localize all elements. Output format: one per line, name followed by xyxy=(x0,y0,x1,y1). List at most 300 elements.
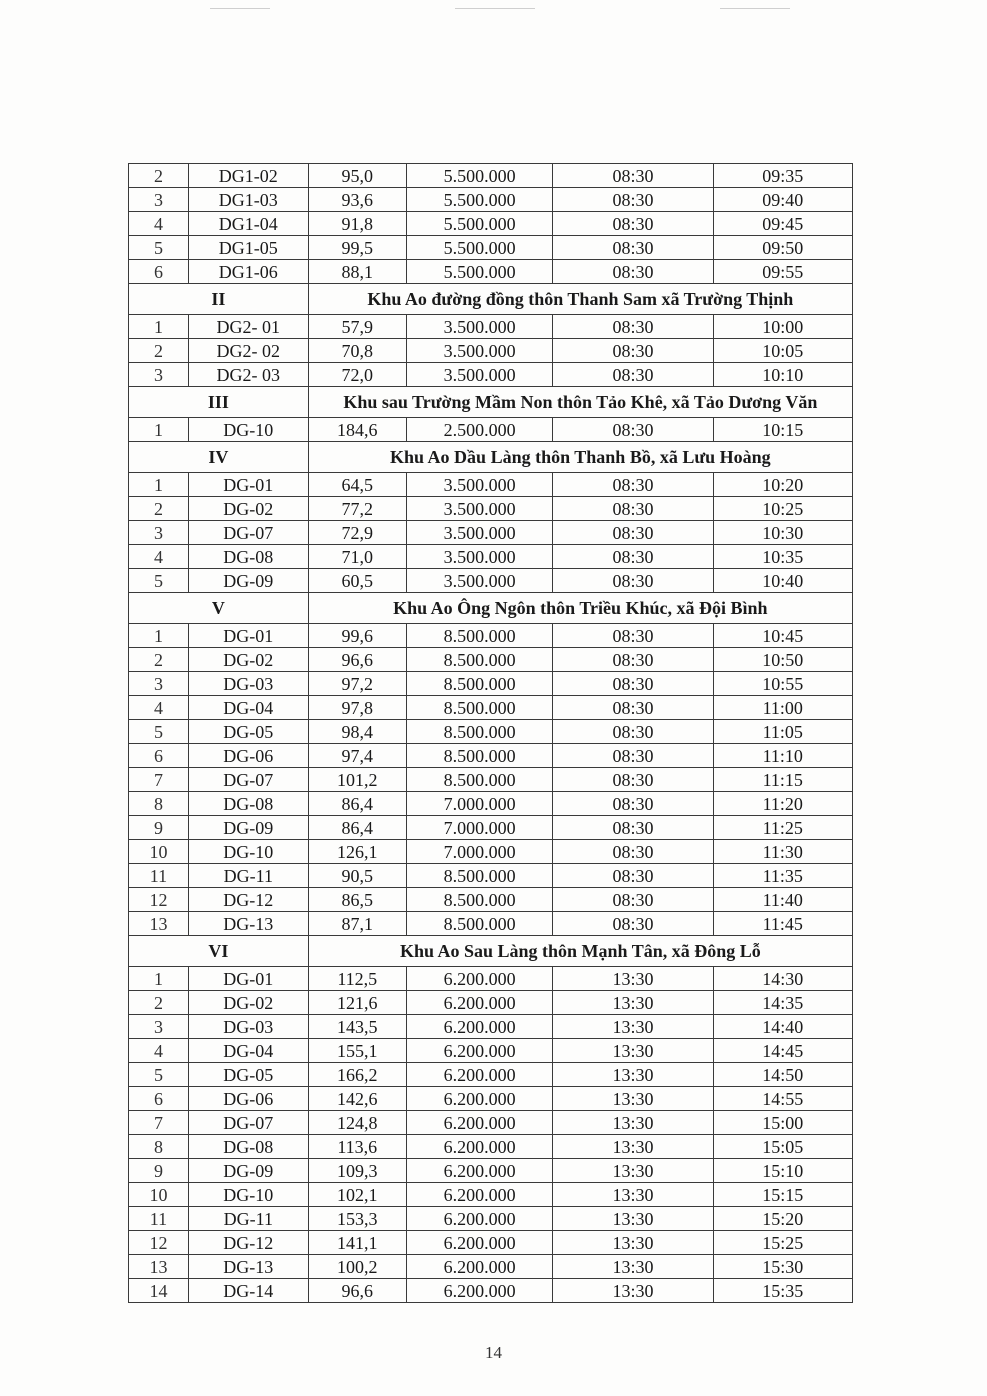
end-time-cell: 14:50 xyxy=(713,1063,852,1087)
plot-code-cell: DG1-02 xyxy=(188,164,308,188)
table-row xyxy=(129,1135,853,1159)
end-time-cell: 14:30 xyxy=(713,967,852,991)
price-cell: 6.200.000 xyxy=(406,1207,553,1231)
start-time-cell: 13:30 xyxy=(553,1183,713,1207)
row-index-cell: 11 xyxy=(129,1207,189,1231)
row-index-cell: 13 xyxy=(129,912,189,936)
start-time-cell: 08:30 xyxy=(553,816,713,840)
table-row xyxy=(129,521,853,545)
plot-code-cell: DG-11 xyxy=(188,1207,308,1231)
table-row xyxy=(129,648,853,672)
row-index-cell: 5 xyxy=(129,569,189,593)
start-time-cell: 13:30 xyxy=(553,1255,713,1279)
start-time-cell: 13:30 xyxy=(553,1135,713,1159)
section-title: Khu Ao đường đồng thôn Thanh Sam xã Trường Thịnh xyxy=(308,284,852,315)
area-cell: 97,2 xyxy=(308,672,406,696)
area-cell: 153,3 xyxy=(308,1207,406,1231)
area-cell: 96,6 xyxy=(308,1279,406,1303)
area-cell: 112,5 xyxy=(308,967,406,991)
row-index-cell: 9 xyxy=(129,816,189,840)
row-index-cell: 10 xyxy=(129,1183,189,1207)
end-time-cell: 15:30 xyxy=(713,1255,852,1279)
price-cell: 7.000.000 xyxy=(406,816,553,840)
end-time-cell: 10:50 xyxy=(713,648,852,672)
table-row xyxy=(129,569,853,593)
price-cell: 6.200.000 xyxy=(406,1087,553,1111)
plot-code-cell: DG-11 xyxy=(188,864,308,888)
table-row xyxy=(129,1087,853,1111)
section-title: Khu Ao Ông Ngôn thôn Triều Khúc, xã Đội Bình xyxy=(308,593,852,624)
end-time-cell: 09:40 xyxy=(713,188,852,212)
start-time-cell: 08:30 xyxy=(553,363,713,387)
area-cell: 99,6 xyxy=(308,624,406,648)
table-row xyxy=(129,864,853,888)
scan-artifact-line xyxy=(210,8,270,9)
plot-code-cell: DG-14 xyxy=(188,1279,308,1303)
plot-code-cell: DG-13 xyxy=(188,912,308,936)
table-row xyxy=(129,1015,853,1039)
row-index-cell: 6 xyxy=(129,1087,189,1111)
end-time-cell: 15:00 xyxy=(713,1111,852,1135)
end-time-cell: 10:20 xyxy=(713,473,852,497)
plot-code-cell: DG-02 xyxy=(188,991,308,1015)
table-row xyxy=(129,768,853,792)
row-index-cell: 9 xyxy=(129,1159,189,1183)
price-cell: 6.200.000 xyxy=(406,1231,553,1255)
price-cell: 3.500.000 xyxy=(406,315,553,339)
table-row xyxy=(129,363,853,387)
area-cell: 57,9 xyxy=(308,315,406,339)
row-index-cell: 13 xyxy=(129,1255,189,1279)
row-index-cell: 2 xyxy=(129,648,189,672)
plot-code-cell: DG-05 xyxy=(188,720,308,744)
plot-code-cell: DG-07 xyxy=(188,768,308,792)
section-number: IV xyxy=(129,442,309,473)
start-time-cell: 08:30 xyxy=(553,648,713,672)
row-index-cell: 7 xyxy=(129,1111,189,1135)
area-cell: 99,5 xyxy=(308,236,406,260)
price-cell: 5.500.000 xyxy=(406,236,553,260)
section-title: Khu Ao Dầu Làng thôn Thanh Bồ, xã Lưu Hoàng xyxy=(308,442,852,473)
end-time-cell: 15:10 xyxy=(713,1159,852,1183)
row-index-cell: 2 xyxy=(129,497,189,521)
price-cell: 6.200.000 xyxy=(406,1111,553,1135)
price-cell: 6.200.000 xyxy=(406,1063,553,1087)
table-row xyxy=(129,792,853,816)
area-cell: 102,1 xyxy=(308,1183,406,1207)
plot-code-cell: DG2- 03 xyxy=(188,363,308,387)
plot-code-cell: DG-10 xyxy=(188,418,308,442)
start-time-cell: 13:30 xyxy=(553,967,713,991)
start-time-cell: 08:30 xyxy=(553,912,713,936)
area-cell: 72,0 xyxy=(308,363,406,387)
plot-code-cell: DG-13 xyxy=(188,1255,308,1279)
table-row xyxy=(129,672,853,696)
start-time-cell: 13:30 xyxy=(553,991,713,1015)
table-row xyxy=(129,1255,853,1279)
row-index-cell: 5 xyxy=(129,236,189,260)
price-cell: 3.500.000 xyxy=(406,339,553,363)
start-time-cell: 08:30 xyxy=(553,840,713,864)
start-time-cell: 08:30 xyxy=(553,696,713,720)
table-row xyxy=(129,1111,853,1135)
plot-code-cell: DG-06 xyxy=(188,744,308,768)
section-number: III xyxy=(129,387,309,418)
section-title: Khu Ao Sau Làng thôn Mạnh Tân, xã Đông Lỗ xyxy=(308,936,852,967)
end-time-cell: 15:15 xyxy=(713,1183,852,1207)
plot-code-cell: DG-04 xyxy=(188,1039,308,1063)
start-time-cell: 08:30 xyxy=(553,672,713,696)
start-time-cell: 13:30 xyxy=(553,1159,713,1183)
end-time-cell: 10:55 xyxy=(713,672,852,696)
price-cell: 8.500.000 xyxy=(406,768,553,792)
price-cell: 5.500.000 xyxy=(406,188,553,212)
scan-artifact-line xyxy=(720,8,790,9)
section-header-row xyxy=(129,936,853,967)
price-cell: 3.500.000 xyxy=(406,363,553,387)
table-row xyxy=(129,1063,853,1087)
start-time-cell: 08:30 xyxy=(553,315,713,339)
table-row xyxy=(129,967,853,991)
auction-schedule-table xyxy=(128,163,853,1303)
price-cell: 3.500.000 xyxy=(406,545,553,569)
end-time-cell: 14:45 xyxy=(713,1039,852,1063)
plot-code-cell: DG1-04 xyxy=(188,212,308,236)
row-index-cell: 1 xyxy=(129,473,189,497)
end-time-cell: 10:35 xyxy=(713,545,852,569)
area-cell: 142,6 xyxy=(308,1087,406,1111)
table-row xyxy=(129,840,853,864)
table-row xyxy=(129,473,853,497)
price-cell: 6.200.000 xyxy=(406,1015,553,1039)
table-row xyxy=(129,888,853,912)
price-cell: 8.500.000 xyxy=(406,864,553,888)
price-cell: 6.200.000 xyxy=(406,1159,553,1183)
row-index-cell: 3 xyxy=(129,672,189,696)
plot-code-cell: DG-02 xyxy=(188,497,308,521)
table-row xyxy=(129,545,853,569)
price-cell: 6.200.000 xyxy=(406,1255,553,1279)
table-row xyxy=(129,744,853,768)
section-header-row xyxy=(129,593,853,624)
row-index-cell: 4 xyxy=(129,1039,189,1063)
page-number: 14 xyxy=(485,1343,502,1362)
area-cell: 91,8 xyxy=(308,212,406,236)
row-index-cell: 14 xyxy=(129,1279,189,1303)
area-cell: 70,8 xyxy=(308,339,406,363)
end-time-cell: 11:05 xyxy=(713,720,852,744)
row-index-cell: 1 xyxy=(129,315,189,339)
area-cell: 97,8 xyxy=(308,696,406,720)
end-time-cell: 15:35 xyxy=(713,1279,852,1303)
table-row xyxy=(129,1159,853,1183)
plot-code-cell: DG-01 xyxy=(188,473,308,497)
row-index-cell: 1 xyxy=(129,967,189,991)
row-index-cell: 4 xyxy=(129,545,189,569)
row-index-cell: 8 xyxy=(129,792,189,816)
area-cell: 60,5 xyxy=(308,569,406,593)
document-page xyxy=(128,163,853,1303)
end-time-cell: 10:30 xyxy=(713,521,852,545)
end-time-cell: 11:30 xyxy=(713,840,852,864)
table-row xyxy=(129,260,853,284)
end-time-cell: 15:05 xyxy=(713,1135,852,1159)
end-time-cell: 10:00 xyxy=(713,315,852,339)
row-index-cell: 4 xyxy=(129,212,189,236)
row-index-cell: 12 xyxy=(129,1231,189,1255)
area-cell: 113,6 xyxy=(308,1135,406,1159)
area-cell: 101,2 xyxy=(308,768,406,792)
start-time-cell: 13:30 xyxy=(553,1231,713,1255)
price-cell: 3.500.000 xyxy=(406,473,553,497)
start-time-cell: 13:30 xyxy=(553,1063,713,1087)
start-time-cell: 08:30 xyxy=(553,236,713,260)
table-row xyxy=(129,188,853,212)
area-cell: 184,6 xyxy=(308,418,406,442)
price-cell: 6.200.000 xyxy=(406,1279,553,1303)
start-time-cell: 13:30 xyxy=(553,1015,713,1039)
price-cell: 3.500.000 xyxy=(406,521,553,545)
row-index-cell: 3 xyxy=(129,363,189,387)
price-cell: 6.200.000 xyxy=(406,967,553,991)
end-time-cell: 10:45 xyxy=(713,624,852,648)
price-cell: 8.500.000 xyxy=(406,648,553,672)
row-index-cell: 1 xyxy=(129,624,189,648)
end-time-cell: 10:25 xyxy=(713,497,852,521)
plot-code-cell: DG-01 xyxy=(188,967,308,991)
price-cell: 6.200.000 xyxy=(406,991,553,1015)
area-cell: 109,3 xyxy=(308,1159,406,1183)
end-time-cell: 11:35 xyxy=(713,864,852,888)
plot-code-cell: DG-08 xyxy=(188,1135,308,1159)
plot-code-cell: DG2- 02 xyxy=(188,339,308,363)
table-row xyxy=(129,418,853,442)
row-index-cell: 6 xyxy=(129,260,189,284)
price-cell: 8.500.000 xyxy=(406,624,553,648)
start-time-cell: 13:30 xyxy=(553,1279,713,1303)
table-row xyxy=(129,212,853,236)
price-cell: 5.500.000 xyxy=(406,164,553,188)
plot-code-cell: DG-06 xyxy=(188,1087,308,1111)
plot-code-cell: DG-03 xyxy=(188,1015,308,1039)
area-cell: 86,4 xyxy=(308,792,406,816)
start-time-cell: 08:30 xyxy=(553,260,713,284)
end-time-cell: 11:10 xyxy=(713,744,852,768)
area-cell: 141,1 xyxy=(308,1231,406,1255)
end-time-cell: 10:40 xyxy=(713,569,852,593)
area-cell: 90,5 xyxy=(308,864,406,888)
end-time-cell: 11:15 xyxy=(713,768,852,792)
plot-code-cell: DG2- 01 xyxy=(188,315,308,339)
end-time-cell: 10:15 xyxy=(713,418,852,442)
row-index-cell: 6 xyxy=(129,744,189,768)
plot-code-cell: DG-10 xyxy=(188,840,308,864)
end-time-cell: 14:55 xyxy=(713,1087,852,1111)
price-cell: 6.200.000 xyxy=(406,1183,553,1207)
end-time-cell: 14:40 xyxy=(713,1015,852,1039)
area-cell: 93,6 xyxy=(308,188,406,212)
section-header-row xyxy=(129,387,853,418)
plot-code-cell: DG-07 xyxy=(188,521,308,545)
area-cell: 64,5 xyxy=(308,473,406,497)
start-time-cell: 13:30 xyxy=(553,1087,713,1111)
end-time-cell: 09:35 xyxy=(713,164,852,188)
row-index-cell: 8 xyxy=(129,1135,189,1159)
row-index-cell: 1 xyxy=(129,418,189,442)
area-cell: 71,0 xyxy=(308,545,406,569)
area-cell: 121,6 xyxy=(308,991,406,1015)
start-time-cell: 08:30 xyxy=(553,720,713,744)
row-index-cell: 10 xyxy=(129,840,189,864)
section-header-row xyxy=(129,284,853,315)
section-title: Khu sau Trường Mầm Non thôn Tảo Khê, xã Tảo Dương Văn xyxy=(308,387,852,418)
table-body xyxy=(129,164,853,1303)
price-cell: 7.000.000 xyxy=(406,792,553,816)
plot-code-cell: DG-03 xyxy=(188,672,308,696)
price-cell: 8.500.000 xyxy=(406,672,553,696)
table-row xyxy=(129,339,853,363)
table-row xyxy=(129,1231,853,1255)
area-cell: 124,8 xyxy=(308,1111,406,1135)
end-time-cell: 11:45 xyxy=(713,912,852,936)
table-row xyxy=(129,315,853,339)
end-time-cell: 09:55 xyxy=(713,260,852,284)
start-time-cell: 13:30 xyxy=(553,1111,713,1135)
area-cell: 87,1 xyxy=(308,912,406,936)
section-number: II xyxy=(129,284,309,315)
row-index-cell: 3 xyxy=(129,521,189,545)
start-time-cell: 08:30 xyxy=(553,473,713,497)
price-cell: 5.500.000 xyxy=(406,212,553,236)
plot-code-cell: DG-08 xyxy=(188,545,308,569)
table-row xyxy=(129,236,853,260)
end-time-cell: 11:20 xyxy=(713,792,852,816)
start-time-cell: 08:30 xyxy=(553,188,713,212)
plot-code-cell: DG-04 xyxy=(188,696,308,720)
end-time-cell: 11:40 xyxy=(713,888,852,912)
section-number: VI xyxy=(129,936,309,967)
end-time-cell: 11:25 xyxy=(713,816,852,840)
table-row xyxy=(129,1183,853,1207)
row-index-cell: 2 xyxy=(129,991,189,1015)
end-time-cell: 14:35 xyxy=(713,991,852,1015)
area-cell: 86,4 xyxy=(308,816,406,840)
section-header-row xyxy=(129,442,853,473)
scan-artifact-line xyxy=(455,8,535,9)
area-cell: 98,4 xyxy=(308,720,406,744)
table-row xyxy=(129,696,853,720)
table-row xyxy=(129,497,853,521)
row-index-cell: 5 xyxy=(129,1063,189,1087)
end-time-cell: 11:00 xyxy=(713,696,852,720)
table-row xyxy=(129,624,853,648)
start-time-cell: 08:30 xyxy=(553,164,713,188)
table-row xyxy=(129,1039,853,1063)
plot-code-cell: DG1-05 xyxy=(188,236,308,260)
area-cell: 100,2 xyxy=(308,1255,406,1279)
start-time-cell: 13:30 xyxy=(553,1207,713,1231)
row-index-cell: 11 xyxy=(129,864,189,888)
area-cell: 88,1 xyxy=(308,260,406,284)
table-row xyxy=(129,991,853,1015)
area-cell: 86,5 xyxy=(308,888,406,912)
price-cell: 3.500.000 xyxy=(406,497,553,521)
start-time-cell: 08:30 xyxy=(553,497,713,521)
start-time-cell: 13:30 xyxy=(553,1039,713,1063)
plot-code-cell: DG-05 xyxy=(188,1063,308,1087)
start-time-cell: 08:30 xyxy=(553,545,713,569)
plot-code-cell: DG-09 xyxy=(188,816,308,840)
start-time-cell: 08:30 xyxy=(553,339,713,363)
price-cell: 2.500.000 xyxy=(406,418,553,442)
start-time-cell: 08:30 xyxy=(553,569,713,593)
end-time-cell: 10:10 xyxy=(713,363,852,387)
area-cell: 166,2 xyxy=(308,1063,406,1087)
table-row xyxy=(129,1279,853,1303)
plot-code-cell: DG1-06 xyxy=(188,260,308,284)
plot-code-cell: DG-09 xyxy=(188,569,308,593)
plot-code-cell: DG-09 xyxy=(188,1159,308,1183)
row-index-cell: 4 xyxy=(129,696,189,720)
area-cell: 97,4 xyxy=(308,744,406,768)
price-cell: 6.200.000 xyxy=(406,1039,553,1063)
start-time-cell: 08:30 xyxy=(553,212,713,236)
start-time-cell: 08:30 xyxy=(553,418,713,442)
price-cell: 8.500.000 xyxy=(406,696,553,720)
area-cell: 72,9 xyxy=(308,521,406,545)
price-cell: 8.500.000 xyxy=(406,912,553,936)
row-index-cell: 7 xyxy=(129,768,189,792)
plot-code-cell: DG-12 xyxy=(188,888,308,912)
area-cell: 95,0 xyxy=(308,164,406,188)
start-time-cell: 08:30 xyxy=(553,768,713,792)
plot-code-cell: DG-08 xyxy=(188,792,308,816)
area-cell: 143,5 xyxy=(308,1015,406,1039)
price-cell: 5.500.000 xyxy=(406,260,553,284)
price-cell: 6.200.000 xyxy=(406,1135,553,1159)
row-index-cell: 5 xyxy=(129,720,189,744)
price-cell: 7.000.000 xyxy=(406,840,553,864)
price-cell: 8.500.000 xyxy=(406,744,553,768)
section-number: V xyxy=(129,593,309,624)
plot-code-cell: DG-02 xyxy=(188,648,308,672)
row-index-cell: 2 xyxy=(129,164,189,188)
table-row xyxy=(129,164,853,188)
area-cell: 77,2 xyxy=(308,497,406,521)
price-cell: 8.500.000 xyxy=(406,888,553,912)
row-index-cell: 12 xyxy=(129,888,189,912)
start-time-cell: 08:30 xyxy=(553,624,713,648)
table-row xyxy=(129,720,853,744)
plot-code-cell: DG-10 xyxy=(188,1183,308,1207)
end-time-cell: 10:05 xyxy=(713,339,852,363)
end-time-cell: 09:50 xyxy=(713,236,852,260)
start-time-cell: 08:30 xyxy=(553,744,713,768)
plot-code-cell: DG-07 xyxy=(188,1111,308,1135)
area-cell: 126,1 xyxy=(308,840,406,864)
price-cell: 8.500.000 xyxy=(406,720,553,744)
start-time-cell: 08:30 xyxy=(553,864,713,888)
table-row xyxy=(129,816,853,840)
plot-code-cell: DG1-03 xyxy=(188,188,308,212)
end-time-cell: 15:20 xyxy=(713,1207,852,1231)
end-time-cell: 09:45 xyxy=(713,212,852,236)
table-row xyxy=(129,1207,853,1231)
row-index-cell: 3 xyxy=(129,1015,189,1039)
start-time-cell: 08:30 xyxy=(553,792,713,816)
start-time-cell: 08:30 xyxy=(553,521,713,545)
row-index-cell: 3 xyxy=(129,188,189,212)
